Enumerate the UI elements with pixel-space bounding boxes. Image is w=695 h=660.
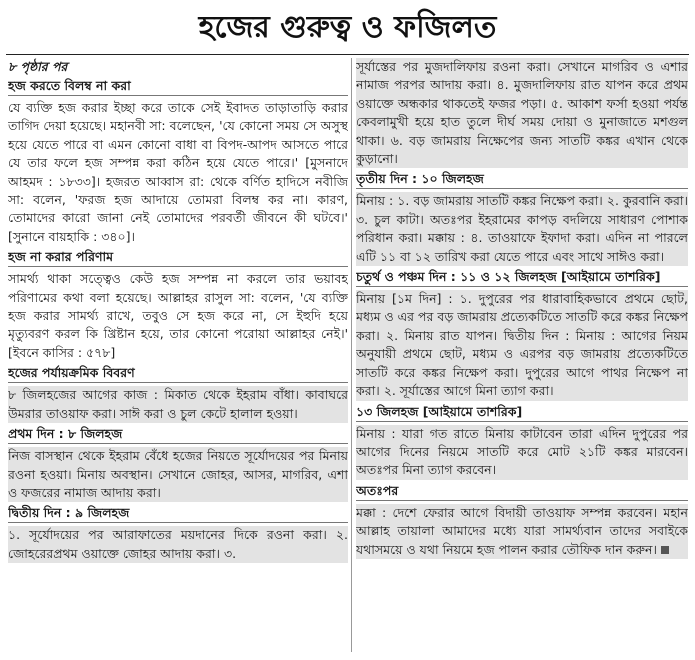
column-divider — [351, 58, 352, 652]
continued-from-label: ৮ পৃষ্ঠার পর — [8, 59, 68, 74]
section-title-after: অতঃপর — [356, 482, 688, 501]
section-title-day2: দ্বিতীয় দিন : ৯ জিলহজ — [8, 504, 348, 523]
section-title-13-zilhaj: ১৩ জিলহজ [আইয়ামে তাশরিক] — [356, 403, 688, 422]
section-text-day1: নিজ বাসস্থান থেকে ইহরাম বেঁধে হজের নিয়তে সূর্যোদয়ের পর মিনায় রওনা হওয়া। মিনায় অবস্থান। সেখানে জোহর, আসর, মাগরিব, এশা ও ফজরের নামাজ আদায় করা। — [8, 447, 348, 502]
section-title-delay: হজ করতে বিলম্ব না করা — [8, 77, 348, 96]
closing-text: মক্কা : দেশে ফেরার আগে বিদায়ী তাওয়াফ সম্পন্ন করবেন। মহান আল্লাহ তায়ালা আমাদের মধ্যে যারা সামর্থ্যবান তাদের সবাইকে যথাসময়ে ও যথা নিয়মে হজ পালন করার তৌফিক দান করুন। — [356, 504, 688, 557]
end-mark-icon — [661, 546, 669, 554]
title-rule — [6, 54, 689, 55]
section-text-day3: মিনায় : ১. বড় জামরায় সাতটি কঙ্কর নিক্ষেপ করা। ২. কুরবানি করা। ৩. চুল কাটা। অতঃপর ইহরামের কাপড় বদলিয়ে সাধারণ পোশাক পরিধান করা। মক্কায় : ৪. তাওয়াফে ইফাদা করা। এদিন না পারলে এটি ১১ বা ১২ তারিখ করা যেতে পারে এবং সাথে সাঈও করা। — [356, 192, 688, 266]
section-title-day1: প্রথম দিন : ৮ জিলহজ — [8, 425, 348, 444]
section-text-day4-5: মিনায় [১ম দিন] : ১. দুপুরের পর ধারাবাহিকভাবে প্রথমে ছোট, মধ্যম ও এর পর বড় জামরায় প্রত্যেকটিতে সাতটি করে কঙ্কর নিক্ষেপ করা। ২. মিনায় রাত যাপন। দ্বিতীয় দিন : মিনায় : আগের নিয়ম অনুযায়ী প্রথমে ছোট, মধ্যম ও এরপর বড় জামরায় প্রত্যেকটিতে সাতটি করে কঙ্কর নিক্ষেপ করা। দুপুরের আগে পাথর নিক্ষেপ না করা। ২. সূর্যাস্তের আগে মিনা ত্যাগ করা। — [356, 290, 688, 400]
section-text-delay: যে ব্যক্তি হজ করার ইচ্ছা করে তাকে সেই ইবাদত তাড়াতাড়ি করার তাগিদ দেয়া হয়েছে। মহানবী সা: বলেছেন, 'যে কোনো সময় সে অসুস্থ হয়ে যেতে পারে বা এমন কোনো বাধা বা বিপদ-আপদ আসতে পারে যে তার ফলে হজ সম্পন্ন করা কঠিন হয়ে যেতে পারে।' [মুসনাদে আহমদ : ১৮৩৩]। হজরত আব্বাস রা: থেকে বর্ণিত হাদিসে নবীজি সা: বলেন, 'ফরজ হজ আদায়ে তোমরা বিলম্ব কর না। কারণ, তোমাদের কারো জানা নেই তোমাদের পরবর্তী জীবনে কী ঘটবে।' [সুনানে বায়হাকি : ৩৪০]। — [8, 100, 348, 244]
article-title: হজের গুরুত্ব ও ফজিলত — [198, 10, 497, 45]
left-column — [8, 58, 348, 656]
section-text-stepwise: ৮ জিলহজের আগের কাজ : মিকাত থেকে ইহরাম বাঁধা। কাবাঘরে উমরার তাওয়াফ করা। সাঈ করা ও চুল কেটে হালাল হওয়া। — [8, 386, 348, 423]
section-text-day2-continued: সূর্যাস্তের পর মুজদালিফায় রওনা করা। সেখানে মাগরিব ও এশার নামাজ পরপর আদায় করা। ৪. মুজদালিফায় রাত যাপন করে প্রথম ওয়াক্তে অন্ধকার থাকতেই ফজর পড়া। ৫. আকাশ ফর্সা হওয়া পর্যন্ত কেবলামুখী হয়ে হাত তুলে দীর্ঘ সময় দোয়া ও মুনাজাতে মশগুল থাকা। ৬. বড় জামরায় নিক্ষেপের জন্য সাতটি কঙ্কর এখান থেকে কুড়ানো। — [356, 58, 688, 168]
right-column — [356, 58, 688, 656]
section-title-day4-5: চতুর্থ ও পঞ্চম দিন : ১১ ও ১২ জিলহজ [আইয়ামে তাশরিক] — [356, 268, 688, 287]
section-title-day3: তৃতীয় দিন : ১০ জিলহজ — [356, 170, 688, 189]
section-title-consequence: হজ না করার পরিণাম — [8, 248, 348, 267]
section-text-after — [356, 504, 688, 559]
section-text-consequence: সামর্থ্য থাকা সত্ত্বেও কেউ হজ সম্পন্ন না করলে তার ভয়াবহ পরিণামের কথা বলা হয়েছে। আল্লাহর রাসুল সা: বলেন, 'যে ব্যক্তি হজ করার সামর্থ্য রাখে, তবুও সে হজ করে না, সে ইহুদি হয়ে মৃত্যুবরণ করল কি খ্রিষ্টান হয়ে, তার কোনো পরোয়া আল্লাহর নেই।' [ইবনে কাসির : ৫৭৮] — [8, 271, 348, 360]
section-text-day2: ১. সূর্যোদয়ের পর আরাফাতের ময়দানের দিকে রওনা করা। ২. জোহরেরপ্রথম ওয়াক্তে জোহর আদায় করা। ৩. — [8, 526, 348, 563]
section-title-stepwise: হজের পর্যায়ক্রমিক বিবরণ — [8, 364, 348, 383]
section-text-13-zilhaj: মিনায় : যারা গত রাতে মিনায় কাটাবেন তারা এদিন দুপুরের পর আগের দিনের নিয়মে সাতটি করে মোট ২১টি কঙ্কর মারবেন। অতঃপর মিনা ত্যাগ করবেন। — [356, 425, 688, 480]
